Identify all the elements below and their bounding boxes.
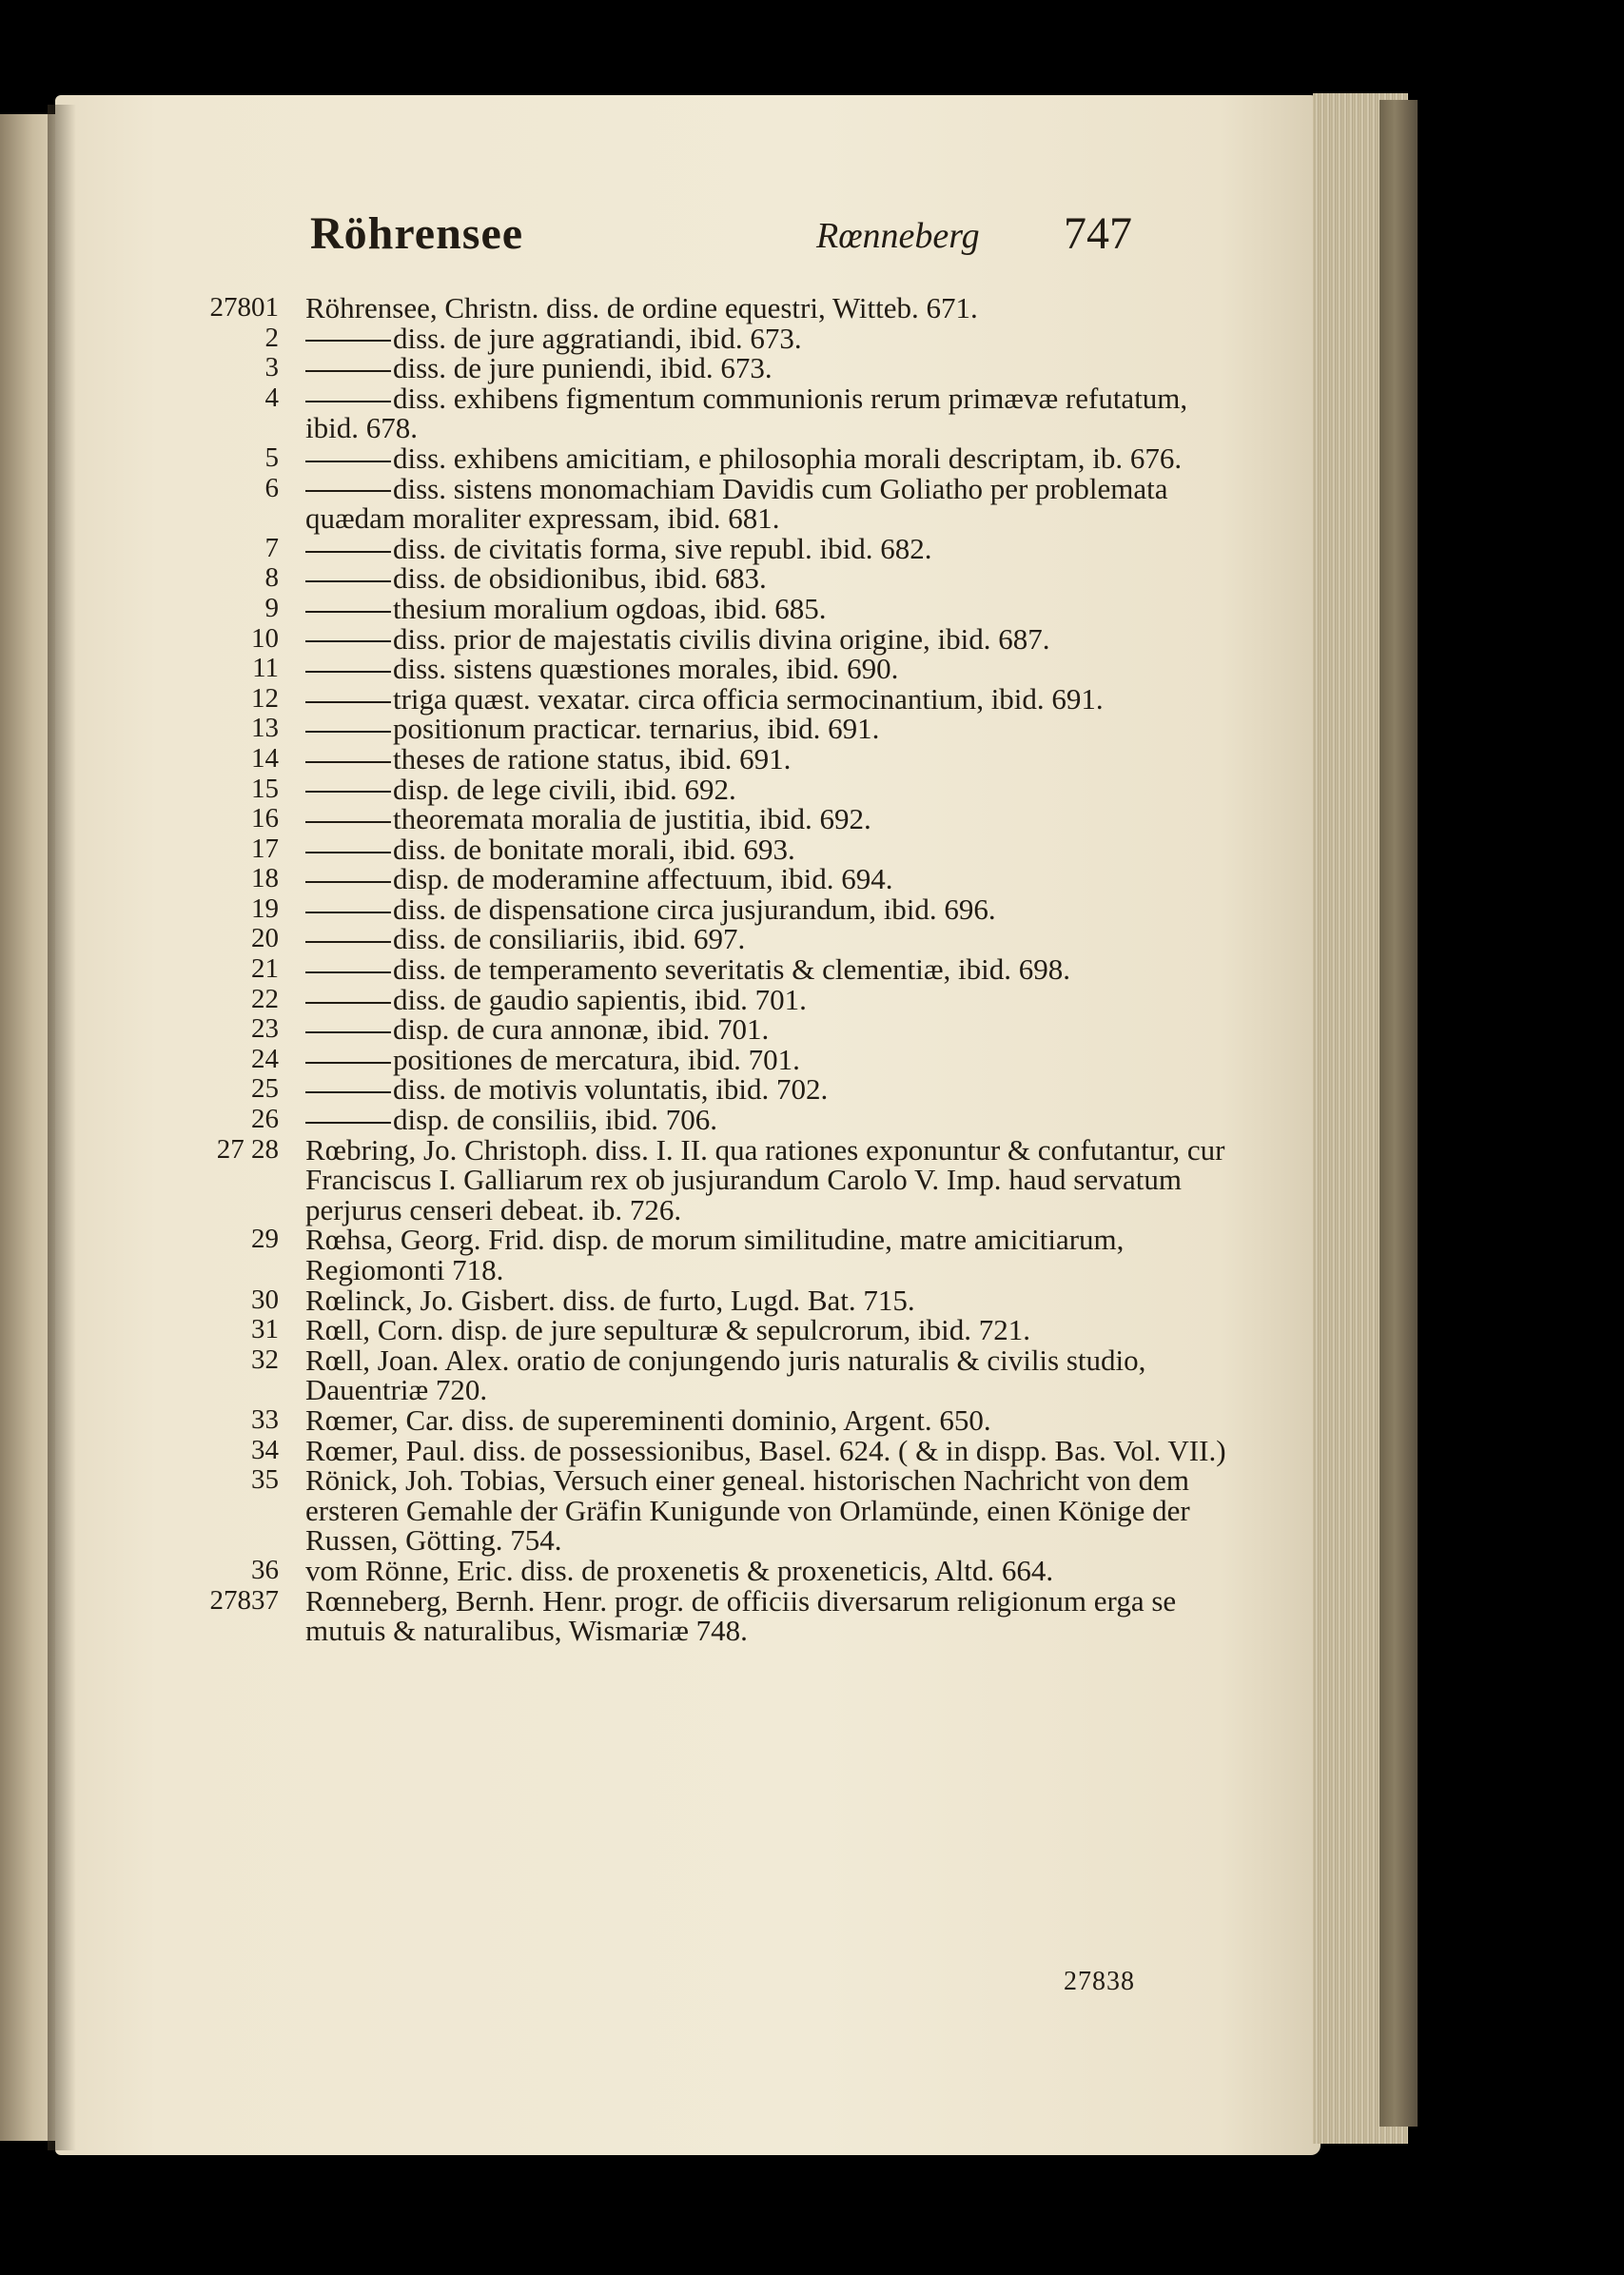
ditto-dash [305, 640, 391, 642]
ditto-dash [305, 791, 391, 793]
entry-text-content: diss. prior de majestatis civilis divina origine, ibid. 687. [393, 621, 1050, 656]
entry-text [305, 1345, 1235, 1405]
entry-number: 27 28 [216, 1133, 279, 1165]
entry-text [305, 1553, 1235, 1587]
ditto-dash [305, 731, 391, 733]
entry-text [305, 1105, 1235, 1135]
entry-text-content: diss. de civitatis forma, sive republ. ibid. 682. [393, 531, 932, 565]
entry-text-content: diss. de gaudio sapientis, ibid. 701. [393, 982, 807, 1016]
entry-text-content: disp. de consiliis, ibid. 706. [393, 1103, 717, 1137]
catchword: 27838 [1064, 1967, 1135, 1996]
entry-text-content: diss. sistens monomachiam Davidis cum Goliatho per problemata quædam moraliter expressam, ibid. 681. [305, 471, 1168, 536]
ditto-dash [305, 340, 391, 342]
header-center-word: Rœnneberg [816, 216, 980, 256]
entry-text-content: positionum practicar. ternarius, ibid. 691. [393, 712, 880, 746]
list-item [55, 834, 1321, 865]
entry-number: 25 [251, 1073, 279, 1105]
entry-text-content: diss. de jure puniendi, ibid. 673. [393, 351, 773, 385]
entry-text [305, 353, 1235, 383]
entry-number: 13 [251, 713, 279, 744]
entry-text [305, 591, 1235, 625]
list-item [55, 1225, 1321, 1285]
list-item [55, 621, 1321, 656]
entry-text-content: disp. de cura annonæ, ibid. 701. [393, 1012, 770, 1047]
book-cover-edge [1379, 100, 1418, 2127]
entry-text [305, 1014, 1235, 1045]
list-item [55, 321, 1321, 355]
entry-text [305, 1315, 1235, 1345]
list-item [55, 1433, 1321, 1467]
ditto-dash [305, 761, 391, 763]
entry-number: 31 [251, 1314, 279, 1345]
ditto-dash [305, 701, 391, 703]
entry-number: 12 [251, 682, 279, 714]
page-content [55, 95, 1321, 2155]
ditto-dash [305, 1122, 391, 1124]
entry-text-content: Rönick, Joh. Tobias, Versuch einer geneal. historischen Nachricht von dem ersteren Gemahle der Gräfin Kunigunde von Orlamünde, einen Könige der Russen, Götting. 754. [305, 1463, 1190, 1558]
entry-text [305, 1132, 1235, 1226]
list-item [55, 1074, 1321, 1105]
entry-text-content: diss. de obsidionibus, ibid. 683. [393, 561, 767, 596]
entry-text [305, 804, 1235, 834]
entry-text [305, 741, 1235, 775]
entry-text-content: thesium moralium ogdoas, ibid. 685. [393, 591, 827, 625]
entry-text-content: Rœhsa, Georg. Frid. disp. de morum similitudine, matre amicitiarum, Regiomonti 718. [305, 1223, 1125, 1286]
list-item [55, 714, 1321, 744]
entry-text-content: disp. de lege civili, ibid. 692. [393, 772, 736, 806]
entry-text-content: theoremata moralia de justitia, ibid. 692. [393, 802, 871, 836]
entry-text [305, 982, 1235, 1016]
entry-number: 21 [251, 953, 279, 985]
list-item [55, 353, 1321, 383]
list-item [55, 654, 1321, 684]
entry-text [305, 471, 1235, 536]
entry-number: 14 [251, 742, 279, 774]
ditto-dash [305, 580, 391, 582]
list-item [55, 1132, 1321, 1226]
ditto-dash [305, 1031, 391, 1033]
entry-text [305, 654, 1235, 684]
entry-number: 35 [251, 1464, 279, 1496]
list-item [55, 1315, 1321, 1345]
entry-number: 15 [251, 773, 279, 804]
entry-number: 16 [251, 803, 279, 834]
list-item [55, 1402, 1321, 1437]
list-item [55, 1345, 1321, 1405]
list-item [55, 1465, 1321, 1556]
list-item [55, 293, 1321, 324]
entry-text [305, 1465, 1235, 1556]
list-item [55, 443, 1321, 474]
ditto-dash [305, 941, 391, 943]
entry-text-content: positiones de mercatura, ibid. 701. [393, 1042, 800, 1076]
entry-text [305, 1074, 1235, 1105]
entry-text-content: diss. de jure aggratiandi, ibid. 673. [393, 321, 802, 355]
entry-text-content: diss. de dispensatione circa jusjurandum, ibid. 696. [393, 892, 996, 926]
entry-text [305, 531, 1235, 565]
ditto-dash [305, 1002, 391, 1004]
entry-text-content: Rœmer, Paul. diss. de possessionibus, Basel. 624. ( & in dispp. Bas. Vol. VII.) [305, 1433, 1226, 1467]
entry-text [305, 1583, 1235, 1648]
running-header [55, 207, 1321, 284]
entry-number: 3 [264, 352, 279, 383]
entry-text [305, 714, 1235, 744]
entry-number: 24 [251, 1043, 279, 1074]
entry-number: 17 [251, 833, 279, 864]
entry-text-content: diss. de motivis voluntatis, ibid. 702. [393, 1072, 829, 1107]
list-item [55, 1553, 1321, 1587]
entry-text [305, 1433, 1235, 1467]
list-item [55, 982, 1321, 1016]
entry-number: 32 [251, 1343, 279, 1375]
entry-number: 11 [252, 653, 279, 684]
list-item [55, 772, 1321, 806]
list-item [55, 864, 1321, 894]
entry-number: 34 [251, 1434, 279, 1465]
entry-text-content: diss. de consiliariis, ibid. 697. [393, 922, 746, 956]
ditto-dash [305, 490, 391, 492]
entry-number: 10 [251, 622, 279, 654]
entry-text-content: diss. de temperamento severitatis & clementiæ, ibid. 698. [393, 952, 1070, 987]
entry-text [305, 383, 1235, 443]
list-item [55, 531, 1321, 565]
ditto-dash [305, 370, 391, 372]
entry-text-content: Rœll, Corn. disp. de jure sepulturæ & sepulcrorum, ibid. 721. [305, 1313, 1031, 1347]
entry-text-content: theses de ratione status, ibid. 691. [393, 741, 792, 775]
entry-text [305, 1042, 1235, 1076]
list-item [55, 471, 1321, 536]
entry-number: 5 [264, 441, 279, 473]
entry-number: 8 [264, 562, 279, 594]
entry-number: 27801 [209, 292, 279, 323]
entry-text [305, 894, 1235, 925]
entry-text [305, 834, 1235, 865]
entry-text [305, 563, 1235, 594]
list-item [55, 1285, 1321, 1316]
entry-number: 26 [251, 1104, 279, 1135]
list-item [55, 741, 1321, 775]
entry-text [305, 621, 1235, 656]
entry-text-content: Rœnneberg, Bernh. Henr. progr. de officiis diversarum religionum erga se mutuis & naturalibus, Wismariæ 748. [305, 1583, 1177, 1648]
entry-text-content: diss. exhibens amicitiam, e philosophia morali descriptam, ib. 676. [393, 441, 1183, 475]
entry-number: 29 [251, 1224, 279, 1255]
ditto-dash [305, 611, 391, 613]
entry-text [305, 864, 1235, 894]
ditto-dash [305, 1062, 391, 1064]
entry-number: 23 [251, 1013, 279, 1045]
list-item [55, 954, 1321, 985]
entry-text-content: Rœbring, Jo. Christoph. diss. I. II. qua rationes exponuntur & confutantur, cur Franciscus I. Galliarum rex ob jusjurandum Carolo V. Imp. haud servatum perjurus censeri debeat. ib. 726. [305, 1132, 1225, 1226]
entry-text-content: diss. sistens quæstiones morales, ibid. 690. [393, 652, 899, 686]
entry-number: 9 [264, 592, 279, 623]
entry-number: 27837 [209, 1584, 279, 1616]
entry-number: 4 [264, 382, 279, 413]
entry-text-content: Rœll, Joan. Alex. oratio de conjungendo juris naturalis & civilis studio, Dauentriæ 720. [305, 1343, 1146, 1407]
entry-list [55, 293, 1321, 1646]
entry-number: 22 [251, 983, 279, 1014]
entry-text [305, 772, 1235, 806]
entry-number: 20 [251, 923, 279, 954]
entry-number: 7 [264, 532, 279, 563]
list-item [55, 563, 1321, 594]
header-left-word: Röhrensee [310, 208, 524, 259]
entry-text [305, 1285, 1235, 1316]
ditto-dash [305, 461, 391, 462]
list-item [55, 1014, 1321, 1045]
ditto-dash [305, 671, 391, 673]
entry-text [305, 1402, 1235, 1437]
entry-number: 36 [251, 1554, 279, 1585]
list-item [55, 924, 1321, 954]
ditto-dash [305, 971, 391, 973]
list-item [55, 681, 1321, 716]
ditto-dash [305, 912, 391, 913]
list-item [55, 1583, 1321, 1648]
entry-text-content: disp. de moderamine affectuum, ibid. 694. [393, 862, 893, 896]
list-item [55, 894, 1321, 925]
list-item [55, 1105, 1321, 1135]
list-item [55, 804, 1321, 834]
entry-number: 19 [251, 892, 279, 924]
entry-text-content: diss. de bonitate morali, ibid. 693. [393, 832, 795, 866]
entry-text-content: diss. exhibens figmentum communionis rerum primævæ refutatum, ibid. 678. [305, 381, 1188, 445]
entry-text [305, 954, 1235, 985]
ditto-dash [305, 1091, 391, 1093]
entry-number: 18 [251, 863, 279, 894]
ditto-dash [305, 551, 391, 553]
entry-text-content: Röhrensee, Christn. diss. de ordine equestri, Witteb. 671. [305, 291, 978, 324]
entry-text [305, 321, 1235, 355]
entry-text [305, 1225, 1235, 1285]
ditto-dash [305, 852, 391, 853]
entry-text [305, 443, 1235, 474]
page-number: 747 [1064, 208, 1132, 259]
ditto-dash [305, 821, 391, 823]
ditto-dash [305, 401, 391, 402]
entry-text-content: Rœmer, Car. diss. de supereminenti dominio, Argent. 650. [305, 1402, 991, 1437]
entry-number: 30 [251, 1284, 279, 1315]
entry-text-content: triga quæst. vexatar. circa officia sermocinantium, ibid. 691. [393, 681, 1104, 716]
entry-number: 33 [251, 1403, 279, 1435]
list-item [55, 1042, 1321, 1076]
entry-text-content: vom Rönne, Eric. diss. de proxenetis & proxeneticis, Altd. 664. [305, 1553, 1054, 1587]
list-item [55, 383, 1321, 443]
entry-number: 6 [264, 472, 279, 503]
entry-text-content: Rœlinck, Jo. Gisbert. diss. de furto, Lugd. Bat. 715. [305, 1283, 915, 1317]
ditto-dash [305, 881, 391, 883]
entry-text [305, 924, 1235, 954]
entry-number: 2 [264, 322, 279, 353]
list-item [55, 591, 1321, 625]
entry-text [305, 293, 1235, 324]
entry-text [305, 681, 1235, 716]
